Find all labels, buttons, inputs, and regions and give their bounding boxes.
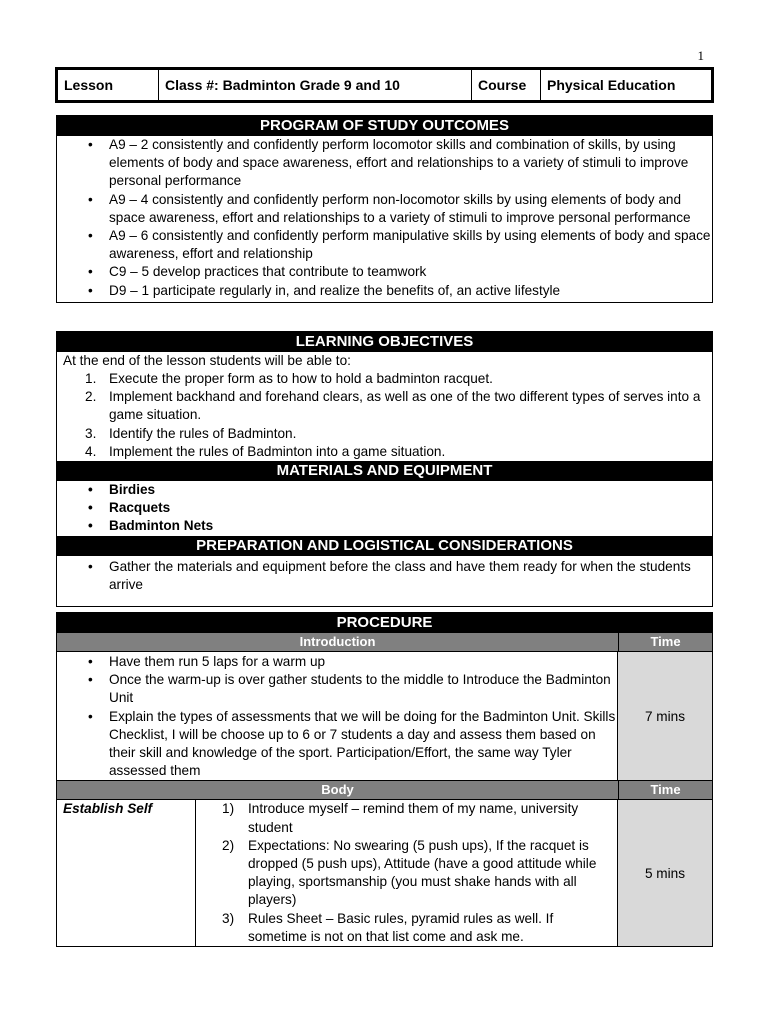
- page-number: 1: [697, 48, 704, 63]
- objectives-section: [56, 331, 713, 607]
- introduction-row: [57, 652, 712, 781]
- lesson-header-table: [55, 67, 714, 103]
- body-item: Rules Sheet – Basic rules, pyramid rules as well. If sometime is not on that list come and ask me.: [248, 910, 554, 944]
- preparation-title: PREPARATION AND LOGISTICAL CONSIDERATIONS: [57, 536, 712, 556]
- objective-item: Implement backhand and forehand clears, as well as one of the two different types of serves into a game situation.: [109, 389, 701, 423]
- outcome-item: • A9 – 2 consistently and confidently perform locomotor skills and combination of skills, by using elements of body and space awareness, effort and relationships to a variety of stimuli to improve personal performance: [109, 136, 712, 191]
- material-item: • Birdies: [109, 481, 712, 499]
- establish-self-label: Establish Self: [57, 800, 196, 946]
- body-label: Body: [57, 781, 619, 799]
- procedure-title: PROCEDURE: [57, 613, 712, 633]
- lesson-label: Lesson: [57, 69, 159, 102]
- objective-item: Implement the rules of Badminton into a game situation.: [109, 443, 446, 459]
- introduction-item: • Have them run 5 laps for a warm up: [109, 653, 617, 671]
- body-item: Introduce myself – remind them of my name, university student: [248, 801, 579, 835]
- outcome-item: • D9 – 1 participate regularly in, and realize the benefits of, an active lifestyle: [109, 282, 712, 300]
- outcomes-list: [57, 136, 712, 302]
- time-label: Time: [650, 634, 681, 649]
- materials-title: MATERIALS AND EQUIPMENT: [57, 461, 712, 481]
- body-time: 5 mins: [618, 800, 712, 946]
- class-title: Class #: Badminton Grade 9 and 10: [159, 69, 472, 102]
- material-item: • Badminton Nets: [109, 517, 712, 535]
- body-header: [57, 781, 712, 800]
- preparation-item: • Gather the materials and equipment before the class and have them ready for when the students arrive: [109, 558, 712, 594]
- introduction-label: Introduction: [57, 633, 619, 651]
- introduction-time: 7 mins: [618, 652, 712, 780]
- course-label: Course: [472, 69, 541, 102]
- objectives-list: [57, 370, 712, 461]
- objectives-intro: At the end of the lesson students will be able to:: [63, 353, 351, 368]
- introduction-item: • Once the warm-up is over gather students to the middle to Introduce the Badminton Unit: [109, 671, 617, 707]
- introduction-header: [57, 633, 712, 652]
- introduction-list: [57, 652, 617, 780]
- body-list: [196, 800, 617, 946]
- objective-item: Execute the proper form as to how to hold a badminton racquet.: [109, 371, 493, 386]
- body-item: Expectations: No swearing (5 push ups), If the racquet is dropped (5 push ups), Attitude (have a good attitude while playing, sportsmanship (you must shake hands with all players): [248, 837, 597, 908]
- material-item: • Racquets: [109, 499, 712, 517]
- outcome-item: • A9 – 4 consistently and confidently perform non-locomotor skills by using elements of body and space awareness, effort and relationships to a variety of stimuli to improve personal performance: [109, 191, 712, 227]
- body-row: [57, 800, 712, 946]
- preparation-list: [57, 556, 712, 606]
- outcome-item: • C9 – 5 develop practices that contribute to teamwork: [109, 263, 712, 281]
- outcomes-section: [56, 115, 713, 303]
- outcomes-title: PROGRAM OF STUDY OUTCOMES: [57, 116, 712, 136]
- materials-list: [57, 481, 712, 536]
- course-value: Physical Education: [541, 69, 713, 102]
- introduction-content: [57, 652, 618, 780]
- outcome-item: • A9 – 6 consistently and confidently perform manipulative skills by using elements of body and space awareness, effort and relationship: [109, 227, 712, 263]
- body-content: [196, 800, 618, 946]
- body-time-label: Time: [650, 782, 681, 798]
- procedure-section: [56, 612, 713, 947]
- objective-item: Identify the rules of Badminton.: [109, 425, 297, 441]
- objectives-title: LEARNING OBJECTIVES: [57, 332, 712, 352]
- introduction-item: • Explain the types of assessments that we will be doing for the Badminton Unit. Skills Checklist, I will be choose up to 6 or 7 students a day and assess them based on their skill and knowledge of the sport. Participation/Effort, the same way Tyler assessed them: [109, 708, 617, 781]
